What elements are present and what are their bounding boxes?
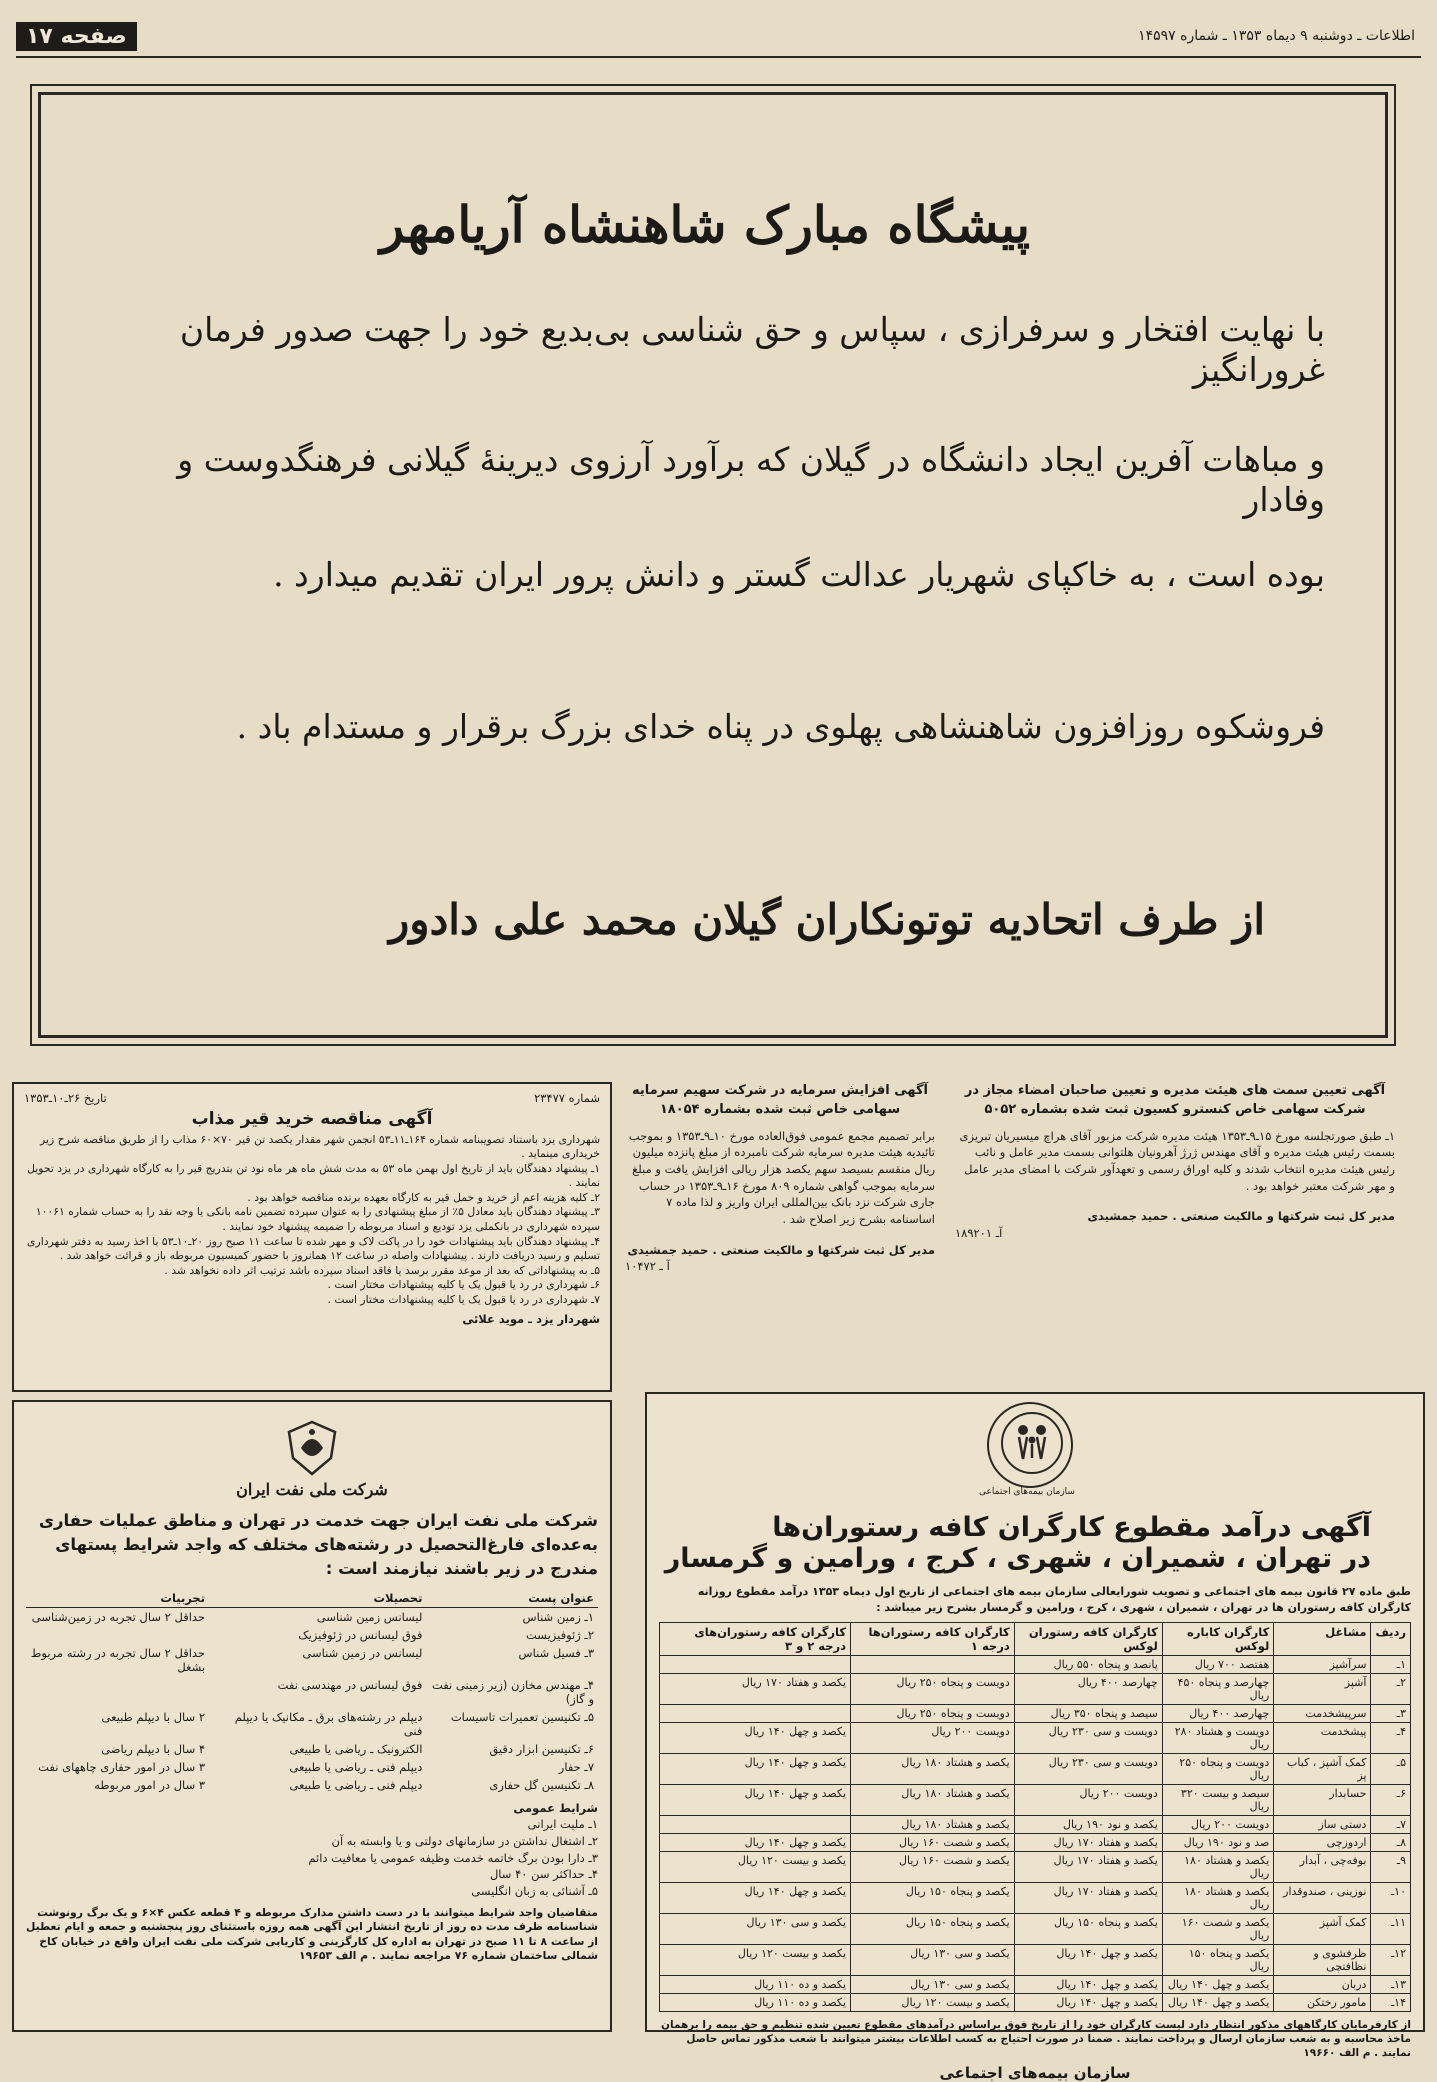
- page-header: [16, 22, 1421, 58]
- wage-table-cell: ۱۲ـ: [1371, 1944, 1411, 1975]
- wage-col-header: کارگران کافه رستوران‌ها درجه ۱: [851, 1622, 1015, 1655]
- nioc-table-cell: حداقل ۲ سال تجربه در زمین‌شناسی: [31, 1609, 206, 1624]
- wage-table-cell: ۶ـ: [1371, 1784, 1411, 1815]
- wage-table-row: [660, 1704, 1411, 1722]
- wage-table-cell: یکصد و پنجاه ۱۵۰ ریال: [1014, 1913, 1162, 1944]
- nioc-col-header: تحصیلات: [209, 1589, 426, 1608]
- wage-table-cell: یکصد و ده ۱۱۰ ریال: [660, 1993, 851, 2011]
- capital-notice-signer: مدیر کل ثبت شرکتها و مالکیت صنعتی . حمید جمشیدی: [627, 1242, 935, 1257]
- wage-table-cell: یکصد و چهل ۱۴۰ ریال: [660, 1833, 851, 1851]
- wage-table-cell: یکصد و هشتاد ۱۸۰ ریال: [851, 1815, 1015, 1833]
- wage-table-header: [660, 1622, 1411, 1655]
- wage-table-cell: یکصد و شصت ۱۶۰ ریال: [1162, 1913, 1274, 1944]
- wage-table-cell: دویست و پنجاه ۲۵۰ ریال: [851, 1704, 1015, 1722]
- wage-col-header: ردیف: [1371, 1622, 1411, 1655]
- wage-table-cell: سیصد و پنجاه ۳۵۰ ریال: [1014, 1704, 1162, 1722]
- nioc-positions-table: [26, 1589, 598, 1794]
- wage-table-row: [660, 1975, 1411, 1993]
- nioc-table-cell: [26, 1676, 209, 1708]
- nioc-table-cell: لیسانس در زمین شناسی: [302, 1645, 423, 1660]
- board-notice-code: آـ ۱۸۹۲۰۱: [955, 1226, 1003, 1241]
- nioc-table-cell: ۴ سال با دیپلم ریاضی: [101, 1741, 206, 1756]
- wage-table-cell: دویست و سی ۲۳۰ ریال: [1014, 1722, 1162, 1753]
- tender-paragraph: ۵ـ به پیشنهاداتی که بعد از موعد مقرر برسد یا فاقد اسناد سپرده باشد ترتیب اثر داده نخواهد شد .: [164, 1263, 600, 1277]
- wage-table-row: [660, 1673, 1411, 1704]
- nioc-table-header: [26, 1589, 598, 1608]
- wage-table-cell: چهارصد ۴۰۰ ریال: [1014, 1673, 1162, 1704]
- wage-table-cell: یکصد و چهل ۱۴۰ ریال: [1014, 1993, 1162, 2011]
- wage-table-cell: ۹ـ: [1371, 1851, 1411, 1882]
- nioc-table-cell: حداقل ۲ سال تجربه در رشته مربوط بشغل: [30, 1645, 206, 1674]
- wage-table-cell: دویست و هشتاد ۲۸۰ ریال: [1162, 1722, 1274, 1753]
- wage-table-row: [660, 1882, 1411, 1913]
- board-notice-body: ۱ـ طبق صورتجلسه مورخ ۱۵ـ۹ـ۱۳۵۳ هیئت مدیره شرکت مزبور آقای هراچ میسیریان تبریزی بسمت رئیس هیئت مدیره و آقای مهندس ژرژ آهرونیان هلتوانی بسمت مدیر عامل و نائب رئیس هیئت مدیره انتخاب شدند و کلیه اوراق رسمی و تعهدآور شرکت با امضای مدیر عامل و مهر شرکت معتبر خواهد بود .: [959, 1128, 1395, 1193]
- wage-table-cell: کمک آشپز: [1274, 1913, 1371, 1944]
- main-ad-signature: از طرف اتحادیه توتونکاران گیلان محمد علی دادور: [389, 895, 1265, 944]
- wage-table-cell: ۱ـ: [1371, 1655, 1411, 1673]
- wage-table-cell: یکصد و نود ۱۹۰ ریال: [1014, 1815, 1162, 1833]
- wage-table-cell: یکصد و چهل ۱۴۰ ریال: [1162, 1993, 1274, 2011]
- nioc-table-row: [26, 1607, 598, 1626]
- nioc-table-cell: ۲ـ ژئوفیزیست: [526, 1627, 594, 1642]
- nioc-table-cell: ۱ـ زمین شناس: [522, 1609, 594, 1624]
- nioc-table-cell: ۸ـ تکنیسین گل حفاری: [489, 1777, 594, 1792]
- wage-table-cell: نوزینی ، صندوقدار: [1274, 1882, 1371, 1913]
- nioc-general-item: ۳ـ دارا بودن برگ خاتمه خدمت وظیفه عمومی یا معافیت دائم: [308, 1850, 598, 1865]
- nioc-recruitment-ad: [12, 1400, 612, 2032]
- capital-notice-code: آ ـ ۱۰۴۷۲: [625, 1259, 670, 1274]
- tender-paragraph: ۶ـ شهرداری در رد یا قبول یک یا کلیه پیشنهادات مختار است .: [327, 1278, 600, 1292]
- nioc-table-row: [26, 1626, 598, 1644]
- wage-table-row: [660, 1815, 1411, 1833]
- wage-table-cell: کمک آشپز ، کباب پز: [1274, 1753, 1371, 1784]
- wage-table-cell: سرآشپز: [1274, 1655, 1371, 1673]
- wage-table-cell: ۴ـ: [1371, 1722, 1411, 1753]
- wage-table-cell: یکصد و هفتاد ۱۷۰ ریال: [660, 1673, 851, 1704]
- wage-table-cell: حسابدار: [1274, 1784, 1371, 1815]
- family-emblem-icon: [993, 1404, 1071, 1482]
- nioc-table-cell: لیسانس زمین شناسی: [316, 1609, 423, 1624]
- tender-paragraph: ۳ـ پیشنهاد دهندگان باید معادل ۵٪ از مبلغ پیشنهادی را به عنوان سپرده تضمین نامه بانکی یا وجه نقد را به حساب شماره ۱۰۰۶۱ سپرده شهرداری در بانکملی یزد تودیع و اسناد مربوطه را ضمیمه پیشنهاد خود نمایند .: [35, 1205, 600, 1234]
- wage-table-cell: یکصد و هشتاد ۱۸۰ ریال: [851, 1753, 1015, 1784]
- wage-table-cell: چهارصد و پنجاه ۴۵۰ ریال: [1162, 1673, 1274, 1704]
- wage-table-cell: ۲ـ: [1371, 1673, 1411, 1704]
- wage-col-header: کارگران کاباره لوکس: [1162, 1622, 1274, 1655]
- nioc-table-cell: ۲ سال با دیپلم طبیعی: [101, 1709, 206, 1724]
- nioc-table-row: [26, 1776, 598, 1794]
- wage-table-cell: بوفه‌چی ، آبدار: [1274, 1851, 1371, 1882]
- wage-table-cell: آشپز: [1274, 1673, 1371, 1704]
- wage-table-cell: ۸ـ: [1371, 1833, 1411, 1851]
- nioc-table-cell: ۵ـ تکنیسین تعمیرات تاسیسات: [450, 1709, 594, 1724]
- wage-table-cell: سرپیشخدمت: [1274, 1704, 1371, 1722]
- wage-table-cell: دویست ۲۰۰ ریال: [1014, 1784, 1162, 1815]
- nioc-table-body: [26, 1607, 598, 1794]
- restaurant-ad-title: آگهی درآمد مقطوع کارگران کافه رستوران‌ها: [772, 1512, 1371, 1543]
- wage-table-cell: یکصد و پنجاه ۱۵۰ ریال: [851, 1913, 1015, 1944]
- nioc-col-header: تجربیات: [26, 1589, 209, 1608]
- wage-table-cell: چهارصد ۴۰۰ ریال: [1162, 1704, 1274, 1722]
- nioc-general-item: ۴ـ حداکثر سن ۴۰ سال: [489, 1867, 598, 1882]
- nioc-table-cell: دیپلم فنی ـ ریاضی یا طبیعی: [289, 1759, 423, 1774]
- wage-table-row: [660, 1722, 1411, 1753]
- nioc-table-row: [26, 1758, 598, 1776]
- wage-table-row: [660, 1993, 1411, 2011]
- restaurant-ad-subtitle: در تهران ، شمیران ، شهری ، کرج ، ورامین و گرمسار: [664, 1543, 1371, 1574]
- wage-table-cell: یکصد و بیست ۱۲۰ ریال: [660, 1851, 851, 1882]
- wage-table-cell: یکصد و سی ۱۳۰ ریال: [851, 1975, 1015, 1993]
- wage-table-row: [660, 1944, 1411, 1975]
- newspaper-info: اطلاعات ـ دوشنبه ۹ دیماه ۱۳۵۳ ـ شماره ۱۴۵۹۷: [1138, 28, 1415, 44]
- wage-table-cell: دستی ساز: [1274, 1815, 1371, 1833]
- nioc-general-item: ۲ـ اشتغال نداشتن در سازمانهای دولتی و یا وابسته به آن: [331, 1834, 598, 1849]
- wage-table-row: [660, 1833, 1411, 1851]
- capital-notice-body: برابر تصمیم مجمع عمومی فوق‌العاده مورخ ۱۰ـ۹ـ۱۳۵۳ و بموجب تائیدیه هیئت مدیره سرمایه شرکت نامبرده از مبلغ پانزده میلیون ریال منقسم بسیصد سهم یکصد هزار ریالی افزایش یافت و مبلغ سرمایه بموجب گواهی شماره ۸۰۹ مورخ ۱۶ـ۹ـ۱۳۵۳ در حساب جاری شرکت نزد بانک بین‌المللی ایران واریز و لذا ماده ۷ اساسنامه بشرح زیر اصلاح شد .: [628, 1128, 935, 1227]
- wage-table-cell: دویست و پنجاه ۲۵۰ ریال: [1162, 1753, 1274, 1784]
- wage-table-cell: یکصد و شصت ۱۶۰ ریال: [851, 1851, 1015, 1882]
- wage-table-cell: مامور رختکن: [1274, 1993, 1371, 2011]
- wage-table-cell: یکصد و هفتاد ۱۷۰ ریال: [1014, 1851, 1162, 1882]
- nioc-table-cell: دیپلم فنی ـ ریاضی یا طبیعی: [289, 1777, 423, 1792]
- nioc-table-row: [26, 1644, 598, 1676]
- nioc-table-row: [26, 1740, 598, 1758]
- tender-date: تاریخ ۲۶ـ۱۰ـ۱۳۵۳: [24, 1091, 107, 1105]
- wage-table-row: [660, 1784, 1411, 1815]
- restaurant-ad-intro: طبق ماده ۲۷ قانون بیمه های اجتماعی و تصویب شورایعالی سازمان بیمه های اجتماعی از تاریخ اول دیماه ۱۳۵۳ درآمد مقطوع روزانه کارگران کافه رستوران ها در تهران ، شمیران ، شهری ، کرج ، ورامین و گرمسار بشرح زیر میباشد :: [697, 1585, 1411, 1614]
- wage-table-cell: یکصد و چهل ۱۴۰ ریال: [1014, 1944, 1162, 1975]
- nioc-table-cell: فوق لیسانس در ژئوفیزیک: [298, 1627, 423, 1642]
- nioc-table-row: [26, 1708, 598, 1740]
- wage-table-row: [660, 1913, 1411, 1944]
- page-number: صفحه ۱۷: [16, 22, 137, 51]
- wage-table-cell: [660, 1815, 851, 1833]
- wage-table: [659, 1622, 1411, 2012]
- wage-table-cell: اردوزچی: [1274, 1833, 1371, 1851]
- nioc-table-cell: فوق لیسانس در مهندسی نفت: [277, 1677, 423, 1692]
- nioc-general-item: ۱ـ ملیت ایرانی: [527, 1817, 598, 1832]
- wage-col-header: کارگران کافه رستوران لوکس: [1014, 1622, 1162, 1655]
- tender-paragraph: شهرداری یزد باستناد تصویبنامه شماره ۱۶۴ـ۱۱ـ۵۳ انجمن شهر مقدار یکصد تن قیر ۷۰×۶۰ مذاب را از طریق مناقصه شرح زیر خریداری مینماید .: [40, 1132, 600, 1161]
- wage-table-cell: یکصد و پنجاه ۱۵۰ ریال: [851, 1882, 1015, 1913]
- nioc-col-header: عنوان پست: [426, 1589, 598, 1608]
- nioc-table-cell: ۶ـ تکنیسین ابزار دقیق: [489, 1741, 594, 1756]
- wage-table-cell: یکصد و چهل ۱۴۰ ریال: [1014, 1975, 1162, 1993]
- wage-table-cell: دربان: [1274, 1975, 1371, 1993]
- main-ad-line: و مباهات آفرین ایجاد دانشگاه در گیلان که برآورد آرزوی دیرینهٔ گیلانی فرهنگدوست و وفادار: [177, 440, 1325, 519]
- tender-title: آگهی مناقصه خرید قیر مذاب: [191, 1108, 433, 1129]
- wage-table-cell: یکصد و سی ۱۳۰ ریال: [851, 1944, 1015, 1975]
- nioc-footer: متقاضیان واجد شرایط میتوانند با در دست داشتن مدارک مربوطه و ۴ قطعه عکس ۴×۶ و یک برگ رونوشت شناسنامه ظرف مدت ده روز از تاریخ انتشار این آگهی همه روزه باستثنای روز پنجشنبه و جمعه و ایام تعطیل از ساعت ۸ تا ۱۱ صبح در تهران به اداره کل کارگزینی و کاریابی شرکت ملی نفت ایران واقع در خیابان کاخ شمالی ساختمان شماره ۷۶ مراجعه نمایند . م الف ۱۹۶۵۳: [26, 1905, 598, 1963]
- wage-table-cell: یکصد و بیست ۱۲۰ ریال: [851, 1993, 1015, 2011]
- main-ad-title: پیشگاه مبارک شاهنشاه آریامهر: [379, 195, 1031, 254]
- wage-table-cell: دویست و سی ۲۳۰ ریال: [1014, 1753, 1162, 1784]
- wage-table-body: [660, 1655, 1411, 2011]
- wage-table-cell: یکصد و هشتاد ۱۸۰ ریال: [1162, 1851, 1274, 1882]
- tender-body: [24, 1133, 600, 1308]
- wage-table-cell: ۵ـ: [1371, 1753, 1411, 1784]
- wage-table-cell: یکصد و چهل ۱۴۰ ریال: [1162, 1975, 1274, 1993]
- nioc-logo: [273, 1418, 351, 1480]
- wage-table-cell: ۱۰ـ: [1371, 1882, 1411, 1913]
- wage-table-cell: یکصد و چهل ۱۴۰ ریال: [660, 1784, 851, 1815]
- nioc-general-list: [26, 1816, 598, 1899]
- wage-table-cell: یکصد و بیست ۱۲۰ ریال: [660, 1944, 851, 1975]
- bitumen-tender-notice: [12, 1082, 612, 1392]
- nioc-table-cell: ۷ـ حفار: [558, 1759, 594, 1774]
- wage-table-cell: ۳ـ: [1371, 1704, 1411, 1722]
- tender-number: شماره ۲۳۴۷۷: [534, 1091, 600, 1105]
- nioc-table-cell: ۳ سال در امور مربوطه: [94, 1777, 206, 1792]
- wage-col-header: کارگران کافه رستوران‌های درجه ۲ و ۳: [660, 1622, 851, 1655]
- wage-table-cell: یکصد و سی ۱۳۰ ریال: [660, 1913, 851, 1944]
- nioc-table-cell: ۳ سال در امور حفاری چاههای نفت: [38, 1759, 206, 1774]
- tender-signer: شهردار یزد ـ موید علائی: [462, 1312, 600, 1327]
- wage-table-cell: ۷ـ: [1371, 1815, 1411, 1833]
- wage-table-row: [660, 1655, 1411, 1673]
- wage-table-cell: پانصد و پنجاه ۵۵۰ ریال: [1014, 1655, 1162, 1673]
- wage-table-cell: ۱۱ـ: [1371, 1913, 1411, 1944]
- nioc-table-cell: ۳ـ فسیل شناس: [518, 1645, 594, 1660]
- wage-table-cell: یکصد و چهل ۱۴۰ ریال: [660, 1722, 851, 1753]
- main-ad-line: با نهایت افتخار و سرفرازی ، سپاس و حق شناسی بی‌بدیع خود را جهت صدور فرمان غرورانگیز: [179, 310, 1325, 389]
- nioc-table-cell: الکترونیک ـ ریاضی یا طبیعی: [289, 1741, 423, 1756]
- logo-caption: سازمان بیمه‌های اجتماعی: [979, 1487, 1075, 1497]
- tender-paragraph: ۷ـ شهرداری در رد یا قبول یک یا کلیه پیشنهادات مختار است .: [327, 1292, 600, 1306]
- nioc-general-item: ۵ـ آشنائی به زبان انگلیسی: [471, 1884, 598, 1899]
- wage-table-cell: ظرفشوی و نظافتچی: [1274, 1944, 1371, 1975]
- wage-table-cell: دویست ۲۰۰ ریال: [1162, 1815, 1274, 1833]
- wage-table-row: [660, 1753, 1411, 1784]
- social-insurance-logo: [987, 1402, 1073, 1488]
- wage-table-cell: یکصد و چهل ۱۴۰ ریال: [660, 1882, 851, 1913]
- wage-table-cell: [660, 1655, 851, 1673]
- nioc-table-row: [26, 1676, 598, 1708]
- nioc-table-cell: [26, 1626, 209, 1644]
- wage-table-cell: دویست و پنجاه ۲۵۰ ریال: [851, 1673, 1015, 1704]
- wage-table-cell: یکصد و هشتاد ۱۸۰ ریال: [851, 1784, 1015, 1815]
- wage-table-cell: پیشخدمت: [1274, 1722, 1371, 1753]
- wage-table-cell: یکصد و هشتاد ۱۸۰ ریال: [1162, 1882, 1274, 1913]
- capital-increase-notice: [625, 1082, 935, 1372]
- nioc-table-cell: ۴ـ مهندس مخازن (زیر زمینی نفت و گاز): [431, 1677, 594, 1706]
- board-notice-title: آگهی تعیین سمت های هیئت مدیره و تعیین صاحبان امضاء مجاز در شرکت سهامی خاص کنسترو کسیون ثبت شده بشماره ۵۰۵۲: [964, 1083, 1386, 1117]
- nioc-heading: شرکت ملی نفت ایران جهت خدمت در تهران و مناطق عملیات حفاری به‌عده‌ای فارغ‌التحصیل در رشته‌های مختلف که واجد شرایط پستهای مندرج در زیر باشند نیازمند است :: [38, 1511, 598, 1578]
- nioc-logo-text: شرکت ملی نفت ایران: [236, 1480, 388, 1499]
- wage-table-cell: یکصد و چهل ۱۴۰ ریال: [660, 1753, 851, 1784]
- wage-table-cell: ۱۴ـ: [1371, 1993, 1411, 2011]
- tender-paragraph: ۱ـ پیشنهاد دهندگان باید از تاریخ اول بهمن ماه ۵۳ به مدت شش ماه هر ماه نود تن بتدریج قیر را به کارگاه شهرداری در یزد تحویل نمایند .: [27, 1161, 600, 1190]
- board-appointment-notice: [955, 1082, 1395, 1372]
- wage-table-cell: هفتصد ۷۰۰ ریال: [1162, 1655, 1274, 1673]
- wage-table-cell: یکصد و هفتاد ۱۷۰ ریال: [1014, 1882, 1162, 1913]
- nioc-emblem-icon: [273, 1418, 351, 1480]
- wage-table-cell: دویست ۲۰۰ ریال: [851, 1722, 1015, 1753]
- main-ad-line: فروشکوه روزافزون شاهنشاهی پهلوی در پناه خدای بزرگ برقرار و مستدام باد .: [236, 707, 1325, 746]
- wage-table-cell: [851, 1655, 1015, 1673]
- nioc-general-title: شرایط عمومی: [513, 1800, 598, 1815]
- restaurant-ad-signer: سازمان بیمه‌های اجتماعی: [939, 2064, 1131, 2082]
- tender-paragraph: ۴ـ پیشنهاد دهندگان باید پیشنهادات خود را در پاکت لاک و مهر شده تا ساعت ۱۱ صبح روز ۲۰ـ۱۰ـ۵۳ با اخذ رسید به دفتر شهرداری تسلیم و رسید دریافت دارند . پیشنهادات واصله در ساعت ۱۲ همانروز با حضور کمیسیون مربوطه باز و قرائت خواهد شد .: [27, 1234, 600, 1263]
- wage-table-cell: یکصد و پنجاه ۱۵۰ ریال: [1162, 1944, 1274, 1975]
- restaurant-wage-ad: [645, 1392, 1425, 2082]
- board-notice-signer: مدیر کل ثبت شرکتها و مالکیت صنعتی . حمید جمشیدی: [1087, 1209, 1395, 1224]
- capital-notice-title: آگهی افزایش سرمایه در شرکت سهیم سرمایه سهامی خاص ثبت شده بشماره ۱۸۰۵۴: [631, 1083, 929, 1117]
- tender-paragraph: ۲ـ کلیه هزینه اعم از خرید و حمل قیر به کارگاه بعهده برنده مناقصه خواهد بود .: [247, 1190, 600, 1204]
- nioc-table-cell: دیپلم در رشته‌های برق ـ مکانیک یا دیپلم فنی: [234, 1709, 423, 1738]
- tender-meta: [24, 1090, 600, 1107]
- wage-table-cell: [660, 1704, 851, 1722]
- main-ad-line: بوده است ، به خاکپای شهریار عدالت گستر و دانش پرور ایران تقدیم میدارد .: [273, 555, 1325, 594]
- wage-table-row: [660, 1851, 1411, 1882]
- restaurant-ad-footer: از کارفرمایان کارگاههای مذکور انتظار دارد لیست کارگران خود را از تاریخ فوق براساس درآمدهای مقطوع تعیین شده تنظیم و حق بیمه را برهمان ماخذ محاسبه و به شعب سازمان ارسال و پرداخت نمایند . ضمنا در صورت احتیاج به کسب اطلاعات بیشتر میتوانند با شعب مذکور تماس حاصل نمایند . م الف ۱۹۶۶۰: [661, 2018, 1411, 2060]
- wage-table-cell: سیصد و بیست ۳۲۰ ریال: [1162, 1784, 1274, 1815]
- wage-table-cell: یکصد و ده ۱۱۰ ریال: [660, 1975, 851, 1993]
- wage-table-cell: ۱۳ـ: [1371, 1975, 1411, 1993]
- wage-table-cell: یکصد و شصت ۱۶۰ ریال: [851, 1833, 1015, 1851]
- wage-table-cell: صد و نود ۱۹۰ ریال: [1162, 1833, 1274, 1851]
- wage-table-cell: یکصد و هفتاد ۱۷۰ ریال: [1014, 1833, 1162, 1851]
- main-congratulation-ad: [38, 92, 1388, 1038]
- wage-col-header: مشاغل: [1274, 1622, 1371, 1655]
